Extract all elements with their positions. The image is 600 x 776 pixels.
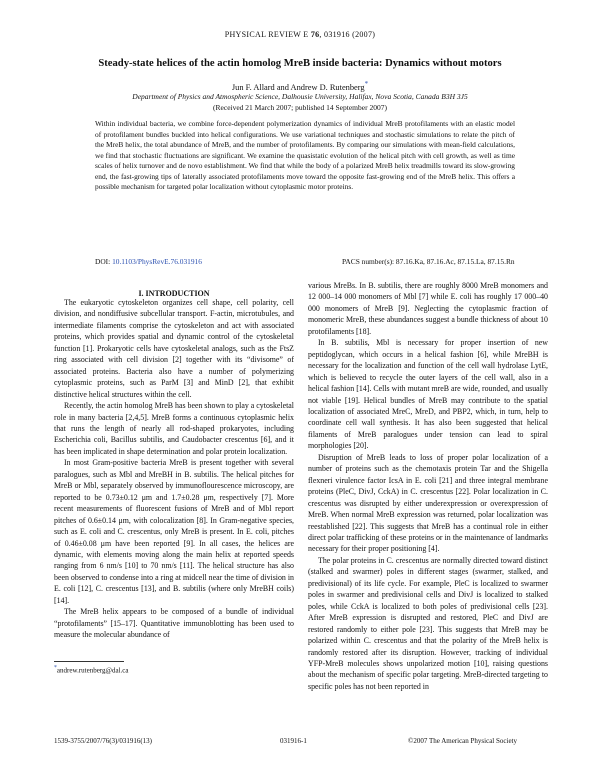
- footer-issn: 1539-3755/2007/76(3)/031916(13): [54, 737, 152, 745]
- affiliation: Department of Physics and Atmospheric Science, Dalhousie University, Halifax, Nova Scotia, Canada B3H 3J5: [132, 92, 468, 101]
- paragraph: The eukaryotic cytoskeleton organizes cell shape, cell polarity, cell division, and nondiffusive subcellular transport. F-actin, microtubules, and intermediate filaments comprise the cytoskeleton and act with associated proteins, which provides spatial and dynamic control of the cytoskeletal function [1]. Prokaryotic cells have cytoskeletal analogs, such as the FtsZ ring associated with cell division [2] together with its “divisome” of associated proteins. Bacteria also have a number of polymerizing cytoplasmic proteins, such as ParM [3] and MinD [2], that exhibit distinctive helical structures within the cell.: [54, 298, 294, 399]
- author-footnote-mark[interactable]: *: [364, 80, 369, 88]
- page-number: 031916-1: [280, 737, 307, 745]
- paragraph: In B. subtilis, Mbl is necessary for proper insertion of new peptidoglycan, which occurs in a helical fashion [6], while MreBH is necessary for the localization and function of the cell wall hydrolase LytE, which is believed to recycle the outer layers of the cell wall, also in a helical fashion [14]. Cells with mutant mreB are wide, rounded, and usually not viable [19]. Helical bundles of MreB may contribute to the spatial localization of associated MreC, MreD, and PBP2, which, in turn, help to coordinate cell wall synthesis. It has also been suggested that helical filaments of MreB paralogues under tension can lead to spiral morphologies [20].: [308, 338, 548, 451]
- authors: [40, 80, 560, 92]
- doi-link[interactable]: 10.1103/PhysRevE.76.031916: [112, 257, 202, 266]
- journal-header: [0, 30, 600, 39]
- right-column: [308, 280, 548, 740]
- copyright: ©2007 The American Physical Society: [408, 737, 518, 745]
- doi-label: DOI:: [95, 257, 111, 266]
- doi-line: [95, 257, 202, 266]
- paragraph: The MreB helix appears to be composed of a bundle of individual “protofilaments” [15–17]. Quantitative immunoblotting has been used to measure the molecular abundance of: [54, 607, 294, 640]
- paper-title: Steady-state helices of the actin homolog MreB inside bacteria: Dynamics without motors: [98, 58, 502, 69]
- author-names: Jun F. Allard and Andrew D. Rutenberg: [231, 82, 365, 92]
- pacs-numbers: PACS number(s): 87.16.Ka, 87.16.Ac, 87.15.La, 87.15.Rn: [342, 257, 515, 266]
- footnote: [54, 665, 128, 674]
- section-title: I. INTRODUCTION: [138, 289, 210, 298]
- footnote-email[interactable]: andrew.rutenberg@dal.ca: [56, 666, 129, 675]
- footnote-rule: [54, 661, 124, 662]
- abstract: Within individual bacteria, we combine force-dependent polymerization dynamics of individual MreB protofilaments with an elastic model of protofilament bundles buckled into helical configurations. We use variational techniques and stochastic simulations to relate the pitch of the MreB helix, the total abundance of MreB, and the number of protofilaments. By comparing our simulations with mean-field calculations, we find that stochastic fluctuations are significant. We examine the quasistatic evolution of the helical pitch with cell growth, as well as time scales of helix turnover and de novo establishment. We find that while the body of a polarized MreB helix treadmills toward its slow-growing end, the fast-growing tips of laterally associated protofilaments move toward the opposite fast-growing end of the MreB helix. This offers a possible mechanism for targeted polar localization without cytoplasmic motor proteins.: [95, 119, 515, 191]
- paragraph: In most Gram-positive bacteria MreB is present together with several paralogues, such as Mbl and MreBH in B. subtilis. The helical pitches for MreB or Mbl, separately observed by immunoflourescence microscopy, are reported to be 0.73±0.12 μm and 1.7±0.28 μm, respectively [7]. More recent measurements of fluorescent fusions of MreB and of Mbl report pitches of 0.6±0.14 μm, with colocalization [8]. In Gram-negative species, such as E. coli and C. crescentus, only MreB is present. In E. coli, pitches of 0.46±0.08 μm have been reported [9]. In all cases, the helices are dynamic, with elements moving along the main helix at reported speeds ranging from 6 nm/s [10] to 70 nm/s [11]. The helical structure has also been observed to condense into a ring at midcell near the time of division in E. coli [12], C. crescentus [13], and B. subtilis (where only MreBH coils) [14].: [54, 458, 294, 605]
- footnote-mark: *: [54, 665, 57, 671]
- journal-name: PHYSICAL REVIEW E: [224, 30, 309, 39]
- paragraph: various MreBs. In B. subtilis, there are roughly 8000 MreB monomers and 12 000–14 000 monomers of Mbl [7] while E. coli has roughly 17 000–40 000 monomers of MreB [9]. Neglecting the cytoplasmic fraction of monomeric MreB, these abundances suggest a bundle thickness of about 10 protofilaments [18].: [308, 281, 548, 336]
- received-date: (Received 21 March 2007; published 14 September 2007): [213, 103, 387, 112]
- paragraph: Disruption of MreB leads to loss of proper polar localization of a number of proteins such as the chemotaxis protein Tar and the Shigella flexneri virulence factor IcsA in E. coli [21] and three integral membrane proteins (PleC, DivJ, CckA) in C. crescentus [22]. Polar localization in C. crescentus was disrupted by either underexpression or overexpression of MreB. When normal MreB expression was returned, polar localization was reestablished [22]. This suggests that MreB has a continual role in either direct polar trafficking of these proteins or in the maintenance of landmarks necessary for their proper positioning [4].: [308, 452, 548, 554]
- paragraph: The polar proteins in C. crescentus are normally directed toward distinct (stalked and swarmer) poles in different stages (swarmer, stalked, and predivisional) of its life cycle. For example, PleC is localized to swarmer poles in swarmer and predivisional cells and DivJ is localized to stalked poles, while CckA is localized to both poles of predivisional cells [23]. After MreB expression is disrupted and restored, PleC and DivJ are restored randomly to either pole [23]. This suggests that MreB may be polarized within C. crescentus and that the polarity of the MreB helix is randomly restored after its disruption. However, tracking of individual YFP-MreB molecules shows unpolarized motion [10], raising questions about the mechanism of specific polar targeting. MreB-directed targeting to specific poles has not been reported in: [308, 555, 548, 691]
- journal-ref: , 031916 (2007): [319, 30, 376, 39]
- paragraph: Recently, the actin homolog MreB has been shown to play a cytoskeletal role in many bacteria [2,4,5]. MreB forms a continuous cytoplasmic helix that runs the length of nearly all rod-shaped prokaryotes, including Escherichia coli, Bacillus subtilis, and Caudobacter crescentus [6], and it has been implicated in shape determination and polar protein localization.: [54, 401, 294, 456]
- left-column: [54, 297, 294, 647]
- journal-volume: 76: [310, 30, 320, 39]
